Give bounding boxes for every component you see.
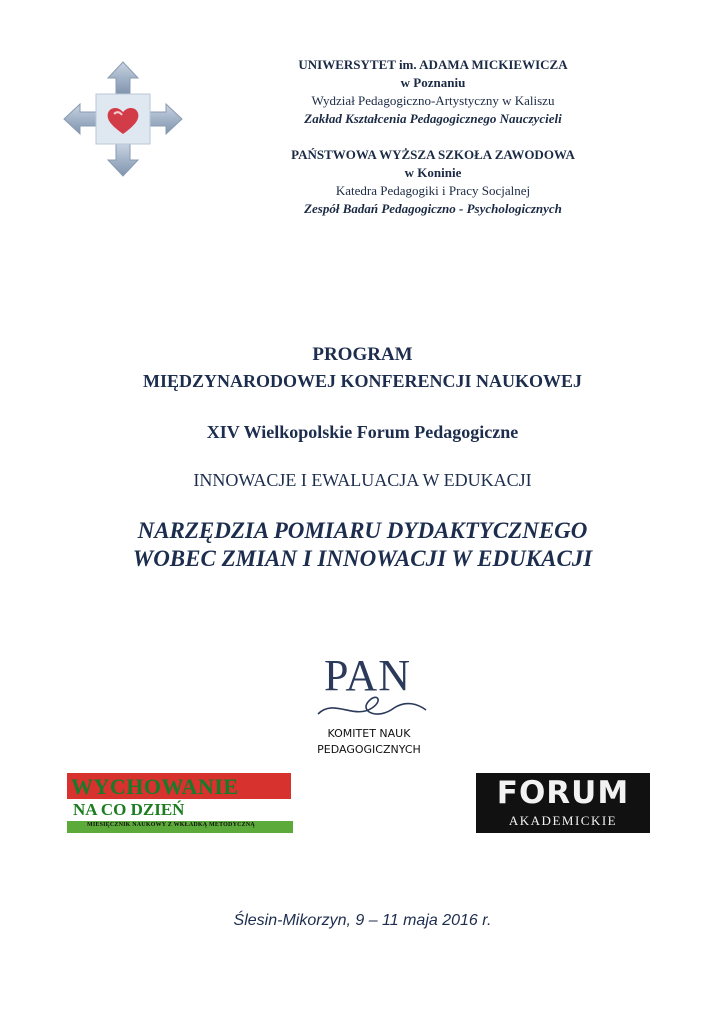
pan-swash-icon [314, 694, 429, 722]
program-title: PROGRAM [312, 344, 413, 365]
pan-logo-line-1: KOMITET NAUK [327, 727, 411, 740]
subtitle-line-2: WOBEC ZMIAN I INNOWACJI W EDUKACJI [132, 546, 593, 571]
forum-title: XIV Wielkopolskie Forum Pedagogiczne [206, 422, 519, 442]
subtitle-line-1: NARZĘDZIA POMIARU DYDAKTYCZNEGO [137, 518, 588, 543]
pan-committee-logo [294, 650, 444, 765]
place-and-date: Ślesin-Mikorzyn, 9 – 11 maja 2016 r. [233, 912, 492, 929]
pan-logo-word: PAN [324, 651, 411, 700]
forum-akademickie-top: FORUM [496, 775, 630, 811]
institution-block-uam [238, 56, 628, 128]
institution-name: UNIWERSYTET im. ADAMA MICKIEWICZA [298, 57, 568, 72]
forum-akademickie-logo [476, 773, 650, 833]
institution-department: Katedra Pedagogiki i Pracy Socjalnej [335, 183, 531, 198]
institution-city: w Poznaniu [400, 75, 466, 90]
wychowanie-top-band [67, 773, 291, 799]
wychowanie-bottom-band [67, 821, 293, 833]
arrows-heart-logo-icon [62, 60, 184, 178]
institution-city: w Koninie [404, 165, 462, 180]
institution-name: PAŃSTWOWA WYŻSZA SZKOŁA ZAWODOWA [291, 147, 575, 162]
conference-title: MIĘDZYNARODOWEJ KONFERENCJI NAUKOWEJ [142, 371, 583, 391]
wychowanie-top-text: WYCHOWANIE [71, 774, 239, 799]
pan-logo-line-2: PEDAGOGICZNYCH [317, 743, 421, 756]
wychowanie-bottom-text: MIESIĘCZNIK NAUKOWY Z WKŁADKĄ METODYCZNĄ [87, 822, 255, 828]
wychowanie-logo [67, 773, 293, 835]
institution-block-pwsz [238, 146, 628, 218]
institution-faculty: Wydział Pedagogiczno-Artystyczny w Kaliszu [311, 93, 555, 108]
theme-title: INNOWACJE I EWALUACJA W EDUKACJI [193, 470, 532, 490]
institution-unit: Zespół Badań Pedagogiczno - Psychologicznych [304, 201, 562, 216]
wychowanie-mid-text: NA CO DZIEŃ [73, 800, 185, 819]
institution-unit: Zakład Kształcenia Pedagogicznego Nauczycieli [304, 111, 562, 126]
forum-akademickie-bottom: AKADEMICKIE [508, 813, 618, 828]
